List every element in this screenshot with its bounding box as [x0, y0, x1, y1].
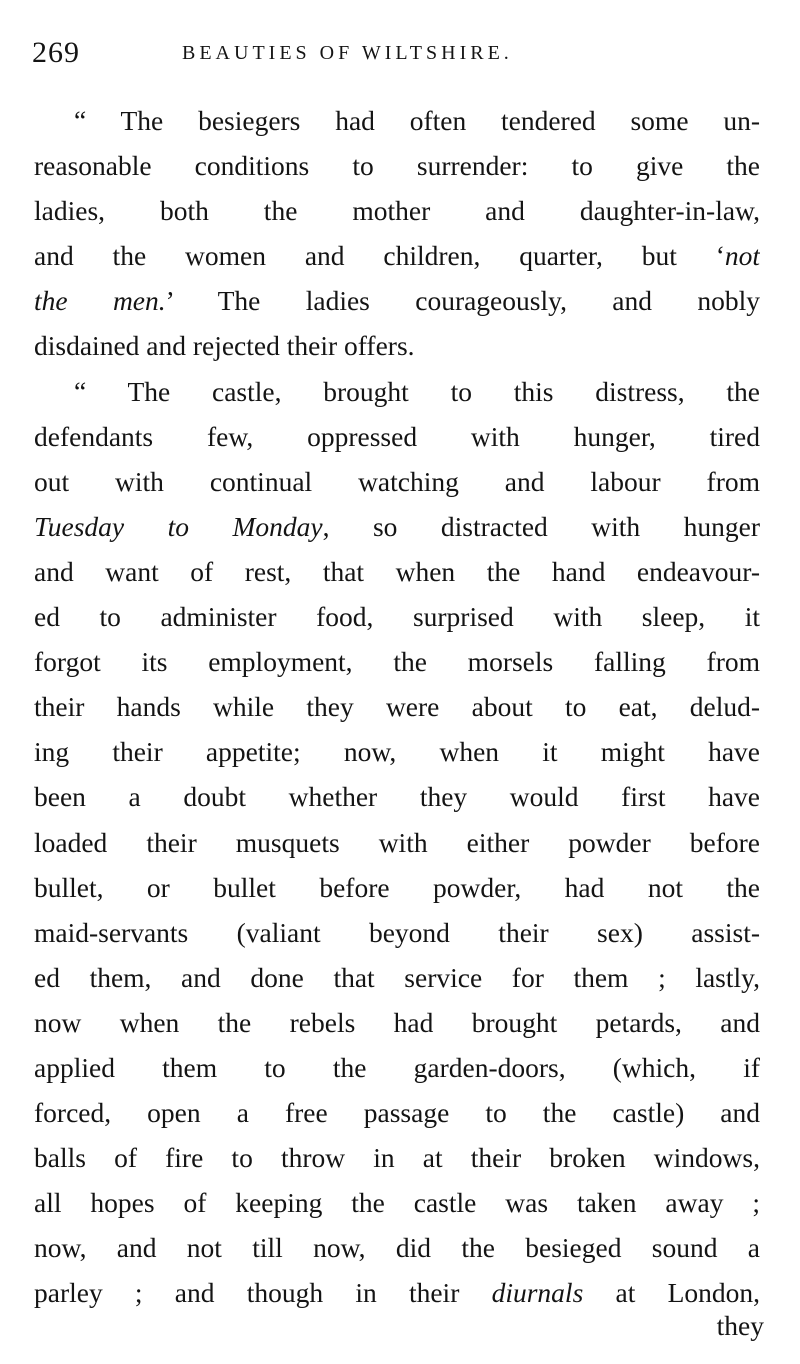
text-line — [34, 1270, 760, 1315]
text-segment: maid-servants (valiant beyond their sex) assist- — [34, 916, 760, 948]
page-header — [32, 36, 772, 76]
text-line — [34, 910, 760, 955]
text-segment: “ The besiegers had often tendered some un- — [74, 105, 760, 136]
text-segment: bullet, or bullet before powder, had not the — [34, 871, 760, 903]
text-segment: and want of rest, that when the hand endeavour- — [34, 555, 760, 587]
running-head: BEAUTIES OF WILTSHIRE. — [182, 42, 513, 64]
text-line — [34, 504, 760, 549]
text-line — [34, 729, 760, 774]
text-line — [34, 639, 760, 684]
text-segment: forced, open a free passage to the castle) and — [34, 1097, 760, 1129]
text-segment: forgot its employment, the morsels falling from — [34, 646, 760, 678]
page-number: 269 — [32, 36, 80, 69]
text-line — [34, 1045, 760, 1090]
text-segment: defendants few, oppressed with hunger, tired — [34, 420, 760, 452]
text-segment: ladies, both the mother and daughter-in-law, — [34, 195, 760, 227]
text-segment: reasonable conditions to surrender: to give the — [34, 150, 760, 182]
text-segment: “ The castle, brought to this distress, the — [74, 375, 760, 407]
text-line — [34, 143, 760, 188]
italic-text: not — [724, 240, 760, 272]
text-line — [34, 1090, 760, 1135]
italic-text: diurnals — [491, 1277, 584, 1309]
text-segment: out with continual watching and labour from — [34, 465, 760, 497]
text-line — [34, 323, 760, 368]
italic-text: Tuesday to Monday — [34, 510, 323, 542]
text-line — [34, 414, 760, 459]
text-segment: ’ The ladies courageously, and nobly — [165, 285, 760, 317]
text-line — [34, 549, 760, 594]
text-segment: now, and not till now, did the besieged sound a — [34, 1232, 760, 1264]
text-segment: and the women and children, quarter, but ‘ — [34, 240, 725, 272]
text-segment: balls of fire to throw in at their broken windows, — [34, 1142, 760, 1174]
text-line — [34, 955, 760, 1000]
text-line — [34, 459, 760, 504]
text-segment: their hands while they were about to eat, delud- — [34, 691, 760, 723]
text-line — [34, 278, 760, 323]
text-segment: now when the rebels had brought petards, and — [34, 1006, 760, 1038]
text-segment: ing their appetite; now, when it might have — [34, 736, 760, 768]
body-text — [34, 98, 760, 1316]
text-segment: ed to administer food, surprised with sleep, it — [34, 601, 760, 633]
text-line — [34, 1225, 760, 1270]
text-line — [34, 1000, 760, 1045]
text-line — [34, 684, 760, 729]
text-segment: loaded their musquets with either powder before — [34, 826, 760, 858]
text-line — [34, 820, 760, 865]
text-segment: disdained and rejected their offers. — [34, 330, 415, 362]
text-line — [34, 865, 760, 910]
text-segment: parley ; and though in their — [34, 1277, 492, 1309]
text-line — [34, 1135, 760, 1180]
text-segment: , so distracted with hunger — [322, 510, 760, 542]
text-line — [34, 233, 760, 278]
italic-text: the men. — [34, 285, 166, 317]
text-segment: been a doubt whether they would first have — [34, 781, 760, 813]
text-line — [34, 594, 760, 639]
text-line — [34, 98, 760, 143]
text-line — [34, 1180, 760, 1225]
text-segment: at London, — [583, 1277, 760, 1309]
text-line — [34, 188, 760, 233]
text-line — [34, 369, 760, 414]
catchword: they — [716, 1310, 764, 1341]
text-segment: all hopes of keeping the castle was taken away ; — [34, 1187, 760, 1219]
text-line — [34, 774, 760, 819]
text-segment: applied them to the garden-doors, (which, if — [34, 1051, 760, 1083]
text-segment: ed them, and done that service for them ; lastly, — [34, 961, 760, 993]
